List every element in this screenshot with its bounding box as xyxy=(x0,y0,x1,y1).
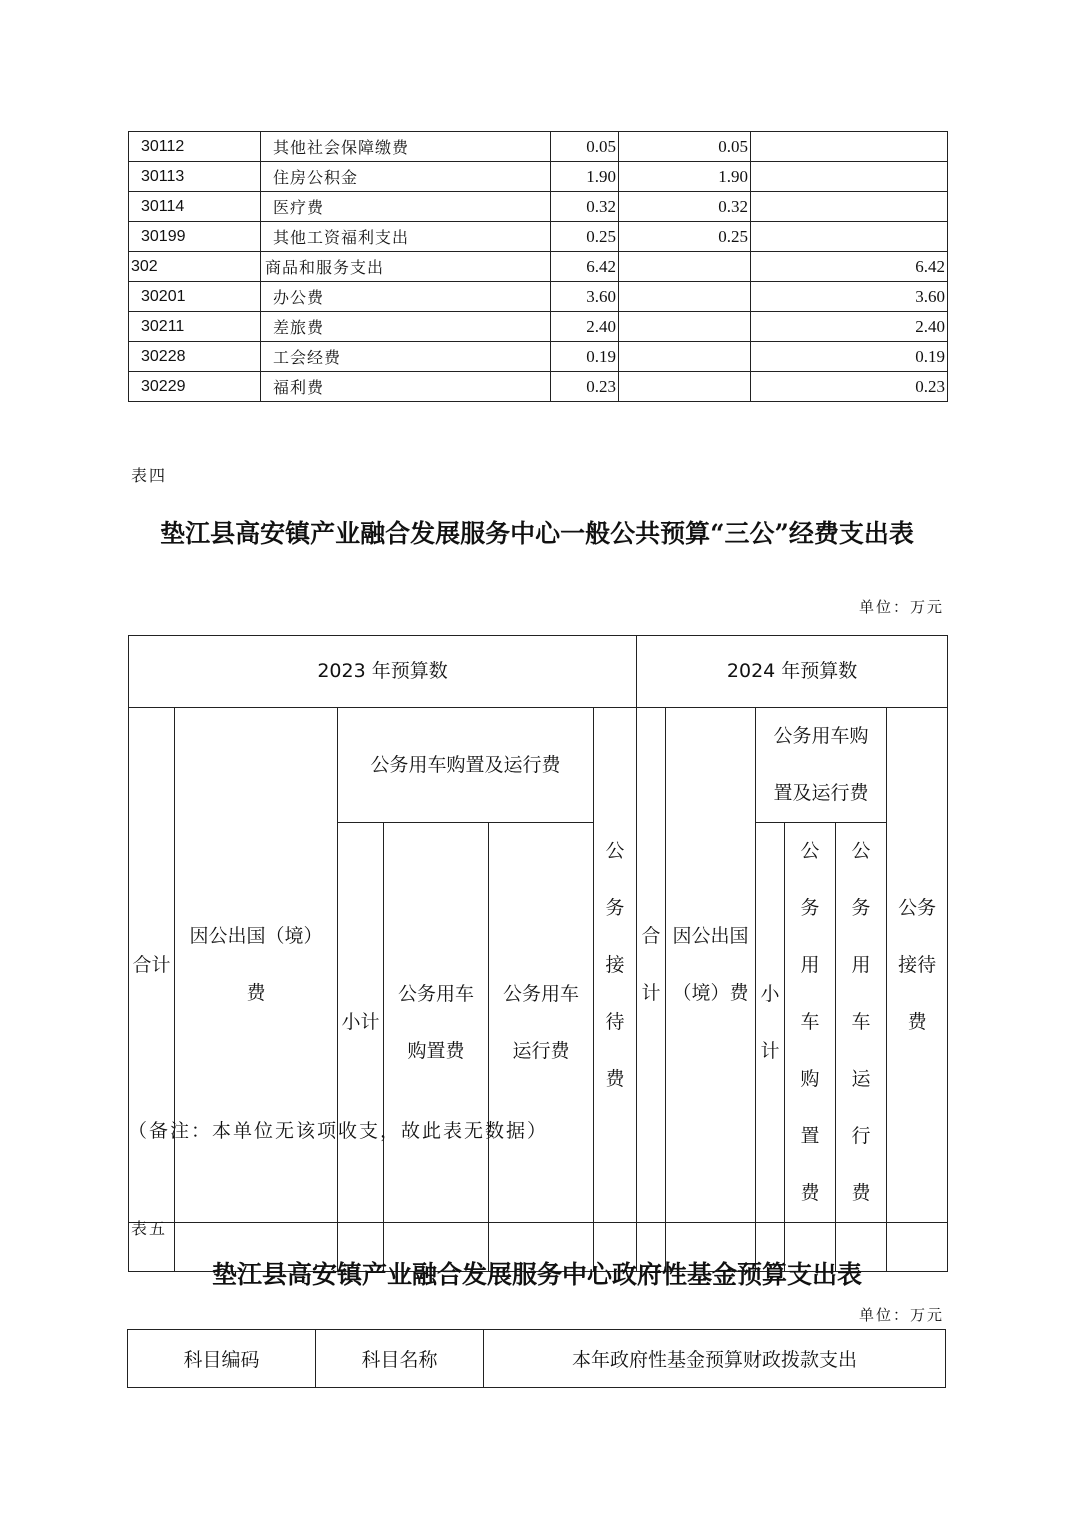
subject-name: 商品和服务支出 xyxy=(261,252,551,282)
subject-name: 住房公积金 xyxy=(261,162,551,192)
table5-label: 表五 xyxy=(131,1219,168,1238)
project-value xyxy=(751,132,948,162)
total-value: 0.23 xyxy=(551,372,619,402)
subject-code: 30113 xyxy=(129,162,261,192)
project-value xyxy=(751,222,948,252)
government-fund-table xyxy=(127,1329,946,1388)
table-row xyxy=(129,132,948,162)
subtotal-2024: 小 计 xyxy=(756,823,785,1223)
table4-label: 表四 xyxy=(131,466,168,485)
subject-code: 30228 xyxy=(129,342,261,372)
subject-code: 30112 xyxy=(129,132,261,162)
car-run-2023: 公务用车 运行费 xyxy=(489,823,594,1223)
basic-value: 0.05 xyxy=(619,132,751,162)
project-value: 0.23 xyxy=(751,372,948,402)
total-value: 3.60 xyxy=(551,282,619,312)
reception-2023: 公 务 接 待 费 xyxy=(594,708,637,1223)
subject-name: 其他社会保障缴费 xyxy=(261,132,551,162)
project-value xyxy=(751,192,948,222)
subject-name: 其他工资福利支出 xyxy=(261,222,551,252)
subject-code: 30229 xyxy=(129,372,261,402)
subject-name: 医疗费 xyxy=(261,192,551,222)
table-row xyxy=(129,192,948,222)
subject-code: 30211 xyxy=(129,312,261,342)
subject-code: 302 xyxy=(129,252,261,282)
total-value: 0.05 xyxy=(551,132,619,162)
basic-value xyxy=(619,282,751,312)
header-2024: 2024 年预算数 xyxy=(637,636,948,708)
total-value: 0.25 xyxy=(551,222,619,252)
car-purchase-2023: 公务用车 购置费 xyxy=(384,823,489,1223)
header-subject-code: 科目编码 xyxy=(128,1330,316,1388)
total-value: 1.90 xyxy=(551,162,619,192)
subject-name: 差旅费 xyxy=(261,312,551,342)
basic-value xyxy=(619,342,751,372)
total-value: 0.19 xyxy=(551,342,619,372)
project-value xyxy=(751,162,948,192)
subject-name: 办公费 xyxy=(261,282,551,312)
basic-value: 0.25 xyxy=(619,222,751,252)
table-row xyxy=(129,222,948,252)
header-subject-name: 科目名称 xyxy=(316,1330,484,1388)
reception-2024: 公务 接待 费 xyxy=(887,708,948,1223)
subject-name: 福利费 xyxy=(261,372,551,402)
basic-value: 0.32 xyxy=(619,192,751,222)
project-value: 3.60 xyxy=(751,282,948,312)
total-value: 2.40 xyxy=(551,312,619,342)
basic-value xyxy=(619,372,751,402)
table4-unit: 单位：万元 xyxy=(858,598,944,616)
table-row xyxy=(129,372,948,402)
project-value: 0.19 xyxy=(751,342,948,372)
heji-2023: 合计 xyxy=(129,708,175,1223)
subject-code: 30114 xyxy=(129,192,261,222)
header-2023: 2023 年预算数 xyxy=(129,636,637,708)
heji-2024: 合 计 xyxy=(637,708,666,1223)
header-fund-expenditure: 本年政府性基金预算财政拨款支出 xyxy=(484,1330,946,1388)
project-value: 2.40 xyxy=(751,312,948,342)
project-value: 6.42 xyxy=(751,252,948,282)
three-public-expense-table xyxy=(128,635,948,1272)
abroad-fee-2023: 因公出国（境） 费 xyxy=(175,708,338,1223)
car-purchase-2024: 公 务 用 车 购 置 费 xyxy=(785,823,836,1223)
car-group-2024: 公务用车购 置及运行费 xyxy=(756,708,887,823)
table-row xyxy=(129,252,948,282)
table-row xyxy=(129,342,948,372)
abroad-fee-2024: 因公出国 （境）费 xyxy=(666,708,756,1223)
basic-value xyxy=(619,252,751,282)
expenditure-detail-table xyxy=(128,131,948,402)
table5-title: 垫江县高安镇产业融合发展服务中心政府性基金预算支出表 xyxy=(211,1260,862,1289)
total-value: 0.32 xyxy=(551,192,619,222)
total-value: 6.42 xyxy=(551,252,619,282)
table4-note: （备注：本单位无该项收支，故此表无数据） xyxy=(128,1120,549,1142)
subject-code: 30201 xyxy=(129,282,261,312)
car-run-2024: 公 务 用 车 运 行 费 xyxy=(836,823,887,1223)
basic-value: 1.90 xyxy=(619,162,751,192)
table-row xyxy=(129,312,948,342)
subject-code: 30199 xyxy=(129,222,261,252)
table4-title: 垫江县高安镇产业融合发展服务中心一般公共预算“三公”经费支出表 xyxy=(160,519,914,548)
table-row xyxy=(129,282,948,312)
table5-unit: 单位：万元 xyxy=(858,1306,944,1324)
basic-value xyxy=(619,312,751,342)
subtotal-2023: 小计 xyxy=(338,823,384,1223)
table-row xyxy=(129,162,948,192)
subject-name: 工会经费 xyxy=(261,342,551,372)
car-group-2023: 公务用车购置及运行费 xyxy=(338,708,594,823)
